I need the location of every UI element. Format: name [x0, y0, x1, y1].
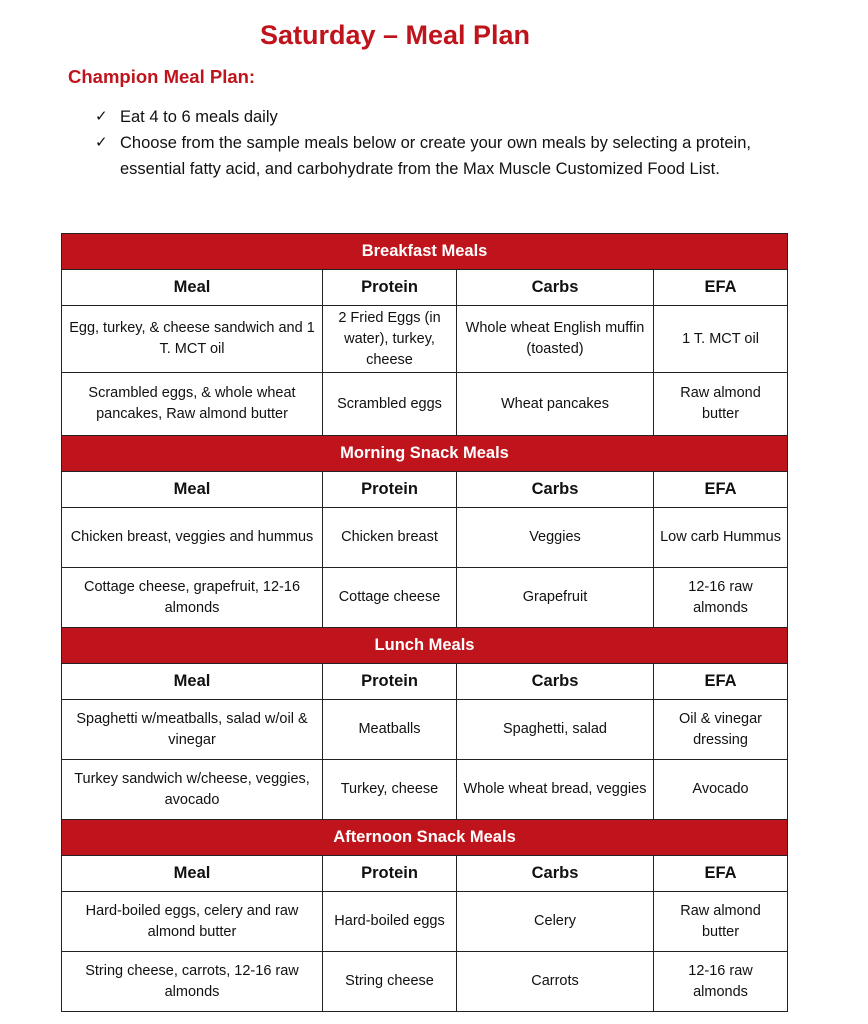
- section-title: Morning Snack Meals: [62, 436, 788, 472]
- section-title: Afternoon Snack Meals: [62, 820, 788, 856]
- column-header: Protein: [323, 856, 457, 892]
- table-cell: 1 T. MCT oil: [654, 306, 788, 373]
- section-title: Breakfast Meals: [62, 234, 788, 270]
- table-cell: Grapefruit: [457, 568, 654, 628]
- table-row: [62, 508, 788, 568]
- table-cell: Turkey sandwich w/cheese, veggies, avocado: [62, 760, 323, 820]
- table-row: [62, 306, 788, 373]
- table-cell: Chicken breast: [323, 508, 457, 568]
- table-cell: Turkey, cheese: [323, 760, 457, 820]
- table-cell: String cheese: [323, 952, 457, 1012]
- table-cell: Cottage cheese, grapefruit, 12-16 almonds: [62, 568, 323, 628]
- column-header-row: [62, 472, 788, 508]
- column-header: Carbs: [457, 472, 654, 508]
- table-cell: Raw almond butter: [654, 373, 788, 436]
- column-header: Meal: [62, 664, 323, 700]
- table-cell: Meatballs: [323, 700, 457, 760]
- column-header: Meal: [62, 472, 323, 508]
- table-cell: 12-16 raw almonds: [654, 568, 788, 628]
- table-cell: Avocado: [654, 760, 788, 820]
- column-header: EFA: [654, 664, 788, 700]
- section-header-row: [62, 436, 788, 472]
- table-cell: Veggies: [457, 508, 654, 568]
- table-cell: Whole wheat English muffin (toasted): [457, 306, 654, 373]
- table-cell: Hard-boiled eggs: [323, 892, 457, 952]
- table-cell: 12-16 raw almonds: [654, 952, 788, 1012]
- table-cell: Low carb Hummus: [654, 508, 788, 568]
- table-cell: Scrambled eggs, & whole wheat pancakes, Raw almond butter: [62, 373, 323, 436]
- instruction-text: Choose from the sample meals below or create your own meals by selecting a protein, essential fatty acid, and carbohydrate from the Max Muscle Customized Food List.: [120, 134, 751, 178]
- table-cell: Hard-boiled eggs, celery and raw almond butter: [62, 892, 323, 952]
- checkmark-icon: ✓: [95, 134, 108, 151]
- column-header-row: [62, 270, 788, 306]
- table-cell: Whole wheat bread, veggies: [457, 760, 654, 820]
- table-row: [62, 760, 788, 820]
- column-header-row: [62, 664, 788, 700]
- section-header-row: [62, 628, 788, 664]
- table-row: [62, 892, 788, 952]
- table-cell: Chicken breast, veggies and hummus: [62, 508, 323, 568]
- column-header: EFA: [654, 472, 788, 508]
- section-header-row: [62, 820, 788, 856]
- column-header: Protein: [323, 270, 457, 306]
- table-row: [62, 373, 788, 436]
- column-header: Protein: [323, 472, 457, 508]
- table-cell: Cottage cheese: [323, 568, 457, 628]
- meal-plan-table: [61, 233, 788, 1012]
- column-header: Carbs: [457, 856, 654, 892]
- checkmark-icon: ✓: [95, 108, 108, 125]
- table-row: [62, 568, 788, 628]
- instruction-item: [95, 130, 795, 182]
- table-cell: Wheat pancakes: [457, 373, 654, 436]
- table-cell: 2 Fried Eggs (in water), turkey, cheese: [323, 306, 457, 373]
- column-header: EFA: [654, 270, 788, 306]
- table-cell: Oil & vinegar dressing: [654, 700, 788, 760]
- table-cell: Spaghetti w/meatballs, salad w/oil & vinegar: [62, 700, 323, 760]
- page-title: Saturday – Meal Plan: [259, 20, 531, 50]
- column-header: Carbs: [457, 664, 654, 700]
- column-header: Carbs: [457, 270, 654, 306]
- column-header: Protein: [323, 664, 457, 700]
- table-cell: Scrambled eggs: [323, 373, 457, 436]
- plan-subtitle: Champion Meal Plan:: [68, 66, 256, 87]
- table-cell: Raw almond butter: [654, 892, 788, 952]
- table-cell: Egg, turkey, & cheese sandwich and 1 T. MCT oil: [62, 306, 323, 373]
- instructions-list: [95, 104, 795, 182]
- column-header-row: [62, 856, 788, 892]
- section-title: Lunch Meals: [62, 628, 788, 664]
- column-header: Meal: [62, 270, 323, 306]
- instruction-item: [95, 104, 795, 130]
- table-row: [62, 952, 788, 1012]
- table-row: [62, 700, 788, 760]
- table-cell: Spaghetti, salad: [457, 700, 654, 760]
- table-cell: Carrots: [457, 952, 654, 1012]
- section-header-row: [62, 234, 788, 270]
- table-cell: String cheese, carrots, 12-16 raw almonds: [62, 952, 323, 1012]
- column-header: EFA: [654, 856, 788, 892]
- instruction-text: Eat 4 to 6 meals daily: [120, 108, 278, 126]
- table-cell: Celery: [457, 892, 654, 952]
- column-header: Meal: [62, 856, 323, 892]
